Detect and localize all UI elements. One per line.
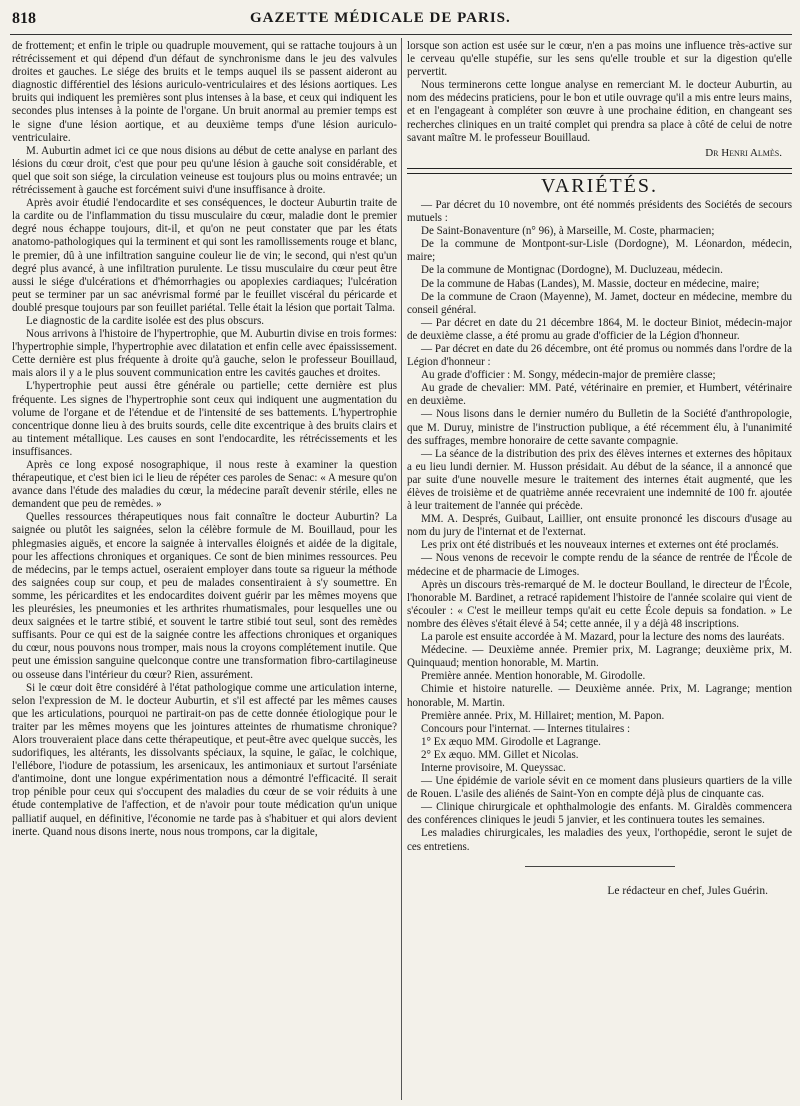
varietes-item: Première année. Prix, M. Hillairet; mention, M. Papon. bbox=[421, 709, 665, 722]
column-divider bbox=[401, 38, 402, 1100]
varietes-item: — Nous lisons dans le dernier numéro du Bulletin de la Société d'anthropologie, que M. Duruy, ministre de l'instruction publique, a été récemment élu, à l'unanimité des suffrages, membre honoraire de cette savante compagnie. bbox=[407, 408, 792, 447]
varietes-item: Interne provisoire, M. Queyssac. bbox=[421, 761, 566, 774]
left-paragraph: M. Auburtin admet ici ce que nous disions au début de cette analyse en parlant des lésions du cœur droit, c'est que pour peu qu'une lésion à gauche soit considérable, et quel que soit son siége, la circulation veineuse est toujours plus ou moins entravée; un rétrécissement à gauche est forcément suivi d'une insuffisance à droite. bbox=[12, 144, 397, 197]
closing-rule bbox=[525, 866, 675, 867]
editor-credit: Le rédacteur en chef, Jules Guérin. bbox=[607, 884, 768, 897]
varietes-item: — Nous venons de recevoir le compte rendu de la séance de rentrée de l'École de médecine et de pharmacie de Limoges. bbox=[407, 552, 792, 578]
author-signature: Dr Henri Almès. bbox=[705, 146, 782, 159]
section-title: VARIÉTÉS. bbox=[540, 174, 659, 197]
varietes-item: Au grade d'officier : M. Songy, médecin-major de première classe; bbox=[421, 369, 716, 382]
varietes-list bbox=[407, 199, 792, 854]
varietes-item: — Une épidémie de variole sévit en ce moment dans plusieurs quartiers de la ville de Rouen. L'asile des aliénés de Saint-Yon en compte déjà plus de cinquante cas. bbox=[407, 775, 792, 801]
page-header bbox=[10, 10, 792, 32]
page-number: 818 bbox=[12, 10, 36, 27]
newspaper-page bbox=[10, 10, 792, 1100]
varietes-item: Les maladies chirurgicales, les maladies des yeux, l'orthopédie, seront le sujet de ces entretiens. bbox=[407, 827, 792, 853]
varietes-item: — Clinique chirurgicale et ophthalmologie des enfants. M. Giraldès commencera des conférences cliniques le jeudi 5 janvier, et les continuera toutes les semaines. bbox=[407, 801, 792, 827]
varietes-item: Au grade de chevalier: MM. Paté, vétérinaire en premier, et Humbert, vétérinaire en deuxième. bbox=[407, 382, 792, 408]
left-paragraph: Le diagnostic de la cardite isolée est des plus obscurs. bbox=[26, 314, 265, 327]
varietes-item: — Par décret du 10 novembre, ont été nommés présidents des Sociétés de secours mutuels : bbox=[407, 198, 792, 225]
left-paragraph: Quelles ressources thérapeutiques nous fait connaître le docteur Auburtin? La saignée ou plutôt les saignées, selon la célèbre formule de M. Bouillaud, pour les phlegmasies aiguës, et encore la saignée à intervalles éloignés et aidée de la digitale, pour les affections chroniques et organiques. Ce sont de bien minimes ressources. Peu de médecins, par le temps actuel, oseraient employer dans toute sa rigueur la méthode des saignées coup sur coup, et peu de malades consentiraient à s'y soumettre. En somme, les péricardites et les endocardites doivent guérir par les mêmes moyens que les pleurésies, les pneumonies et les arthrites rhumatismales, pour lesquelles une ou deux saignées et le tartre stibié, et souvent le tartre stibié tout seul, sont des remèdes suffisants. Pour ce qui est de la saignée contre les affections chroniques et organiques du cœur, nous pouvons nous tromper, mais nous la croyons complétement inutile. Que peut une émission sanguine quelconque contre une transformation fibro-cartilagineuse ou osseuse dans l'intérieur du cœur? Rien, assurément. bbox=[12, 511, 397, 681]
varietes-item: La parole est ensuite accordée à M. Mazard, pour la lecture des noms des lauréats. bbox=[421, 631, 785, 644]
varietes-item: Première année. Mention honorable, M. Girodolle. bbox=[421, 670, 646, 683]
right-column bbox=[407, 40, 792, 898]
varietes-item: Concours pour l'internat. — Internes titulaires : bbox=[421, 722, 631, 735]
header-rule bbox=[10, 34, 792, 35]
section-rule bbox=[407, 168, 792, 174]
running-title: GAZETTE MÉDICALE DE PARIS. bbox=[250, 10, 511, 26]
left-paragraph: Si le cœur doit être considéré à l'état pathologique comme une articulation interne, selon l'expression de M. le docteur Auburtin, et s'il est affecté par les mêmes causes que les articulations, pourquoi ne partirait-on pas de cette donnée étiologique pour le traiter par les mêmes moyens que les jointures atteintes de rhumatisme chronique? Alors trouveraient place dans cette thérapeutique, et peut-être avec quelque succès, les sudorifiques, les altérants, les dissolvants spéciaux, la squine, le gaïac, le colchique, l'ellébore, l'iodure de potassium, les arsenicaux, les antimoniaux et surtout l'arséniate d'antimoine, dont une longue expérimentation nous a démontré l'efficacité. Il serait trop pénible pour ceux qui s'occupent des maladies du cœur de se voir réduits à une étude contemplative de l'affection, et de n'avoir pour toute médication qu'un unique palliatif auquel, en définitive, l'économie ne tarde pas à s'habituer et qui alors devient inerte. Quand nous disons inerte, nous nous trompons, car la digitale, bbox=[12, 681, 397, 838]
varietes-item: Chimie et histoire naturelle. — Deuxième année. Prix, M. Lagrange; mention honorable, M. Martin. bbox=[407, 683, 792, 709]
varietes-item: De Saint-Bonaventure (n° 96), à Marseille, M. Coste, pharmacien; bbox=[421, 225, 715, 238]
varietes-item: Les prix ont été distribués et les nouveaux internes et externes ont été proclamés. bbox=[421, 539, 779, 552]
varietes-item: — La séance de la distribution des prix des élèves internes et externes des hôpitaux a eu lieu lundi dernier. M. Husson présidait. Au début de la séance, il a annoncé que par suite d'une nouvelle mesure le traitement des internes était augmenté, que les élèves de troisième et de quatrième année recevraient une indemnité de 100 fr. ajoutée à leur traitement de l'année qui précède. bbox=[407, 447, 792, 513]
left-column bbox=[12, 40, 397, 839]
left-paragraph: de frottement; et enfin le triple ou quadruple mouvement, qui se rattache toujours à un rétrécissement et qui dépend d'un défaut de synchronisme dans le jeu des valvules droites et gauches. Le siége des bruits et le temps auquel ils se passent aideront au diagnostic différentiel des lésions auriculo-ventriculaires et des lésions aortiques. Les bruits qui indiquent les premières sont plus intenses à la base, et ceux qui indiquent les secondes plus intenses à la pointe de l'organe. Un bruit anormal au premier temps est le signe d'une lésion aortique, et au deuxième temps d'une lésion auriculo-ventriculaire. bbox=[12, 40, 397, 144]
varietes-item: De la commune de Montignac (Dordogne), M. Ducluzeau, médecin. bbox=[421, 264, 723, 277]
varietes-item: — Par décret en date du 21 décembre 1864, M. le docteur Biniot, médecin-major de deuxième classe, a été promu au grade d'officier de la Légion d'honneur. bbox=[407, 316, 792, 342]
left-paragraph: Après avoir étudié l'endocardite et ses conséquences, le docteur Auburtin traite de la cardite ou de l'inflammation du tissu musculaire du cœur, maladie dont le premier degré nous échappe toujours, dit-il, et qu'on ne peut constater que par les états anatomo-pathologiques qui la terminent et qui sont les ramollissements rouge et blanc, le premier, dû à une infiltration sanguine couleur lie de vin; le second, qui n'est qu'un degré plus avancé, à une infiltration purulente. Le tissu musculaire du cœur peut être aussi le siége d'ulcérations et d'hémorrhagies ou apoplexies cardiaques; l'ulcération peut se terminer par un sac anévrismal formé par le feuillet viscéral du péricarde et doublé presque toujours par son feuillet pariétal. Telle était la lésion que portait Talma. bbox=[12, 197, 397, 314]
varietes-item: De la commune de Habas (Landes), M. Massie, docteur en médecine, maire; bbox=[421, 277, 760, 290]
varietes-item: De la commune de Craon (Mayenne), M. Jamet, docteur en médecine, membre du conseil général. bbox=[407, 290, 792, 316]
varietes-item: 2° Ex æquo. MM. Gillet et Nicolas. bbox=[421, 748, 579, 761]
left-paragraph: L'hypertrophie peut aussi être générale ou partielle; cette dernière est plus fréquente. Les signes de l'hypertrophie sont ceux qui indiquent une augmentation du volume de l'organe et de l'étendue et de l'intensité de ses battements. L'hypertrophie concentrique donne lieu à des bruits sourds, celle dite excentrique à des bruits clairs et au tintement métallique. Les causes en sont l'endocardite, les rétrécissements et les insuffisances. bbox=[12, 380, 397, 458]
varietes-item: MM. A. Després, Guibaut, Laillier, ont ensuite prononcé les discours d'usage au nom du jury de l'internat et de l'externat. bbox=[407, 513, 792, 539]
varietes-item: Médecine. — Deuxième année. Premier prix, M. Lagrange; deuxième prix, M. Quinquaud; mention honorable, M. Martin. bbox=[407, 644, 792, 670]
left-paragraph: Nous arrivons à l'histoire de l'hypertrophie, que M. Auburtin divise en trois formes: l'hypertrophie simple, l'hypertrophie avec dilatation et enfin celle avec épaississement. Cette dernière est plus fréquente à droite qu'à gauche, selon le professeur Bouillaud, mais alors il y a le plus souvent communication entre les cavités gauches et droites. bbox=[12, 328, 397, 380]
varietes-item: Après un discours très-remarqué de M. le docteur Boulland, le directeur de l'École, l'honorable M. Bardinet, a retracé rapidement l'histoire de l'année scolaire qui vient de s'écouler : « C'est le meilleur temps qu'ait eu cette École depuis sa fondation. » Le nombre des élèves s'était élevé à 54; cette année, il y a déjà 48 inscriptions. bbox=[407, 578, 792, 630]
right-paragraph: Nous terminerons cette longue analyse en remerciant M. le docteur Auburtin, au nom des médecins praticiens, pour le bon et utile ouvrage qu'il a mis entre leurs mains, et en l'engageant à compléter son œuvre à une prochaine édition, en changeant ses recherches cliniques en un traité complet qui prendra sa place à côté de celui de notre savant maître M. le professeur Bouillaud. bbox=[407, 79, 792, 144]
right-paragraph: lorsque son action est usée sur le cœur, n'en a pas moins une influence très-active sur le cerveau qu'elle stupéfie, sur les sens qu'elle trouble et sur la digestion qu'elle pervertit. bbox=[407, 40, 792, 79]
left-paragraph: Après ce long exposé nosographique, il nous reste à examiner la question thérapeutique, et c'est bien ici le lieu de répéter ces paroles de Senac: « A mesure qu'on avance dans l'étude des maladies du cœur, la médecine paraît devenir stérile, elles ne demandent que peu de remèdes. » bbox=[12, 459, 397, 511]
varietes-item: — Par décret en date du 26 décembre, ont été promus ou nommés dans l'ordre de la Légion d'honneur : bbox=[407, 342, 792, 369]
varietes-item: De la commune de Montpont-sur-Lisle (Dordogne), M. Léonardon, médecin, maire; bbox=[407, 238, 792, 264]
varietes-item: 1° Ex æquo MM. Girodolle et Lagrange. bbox=[421, 735, 601, 748]
